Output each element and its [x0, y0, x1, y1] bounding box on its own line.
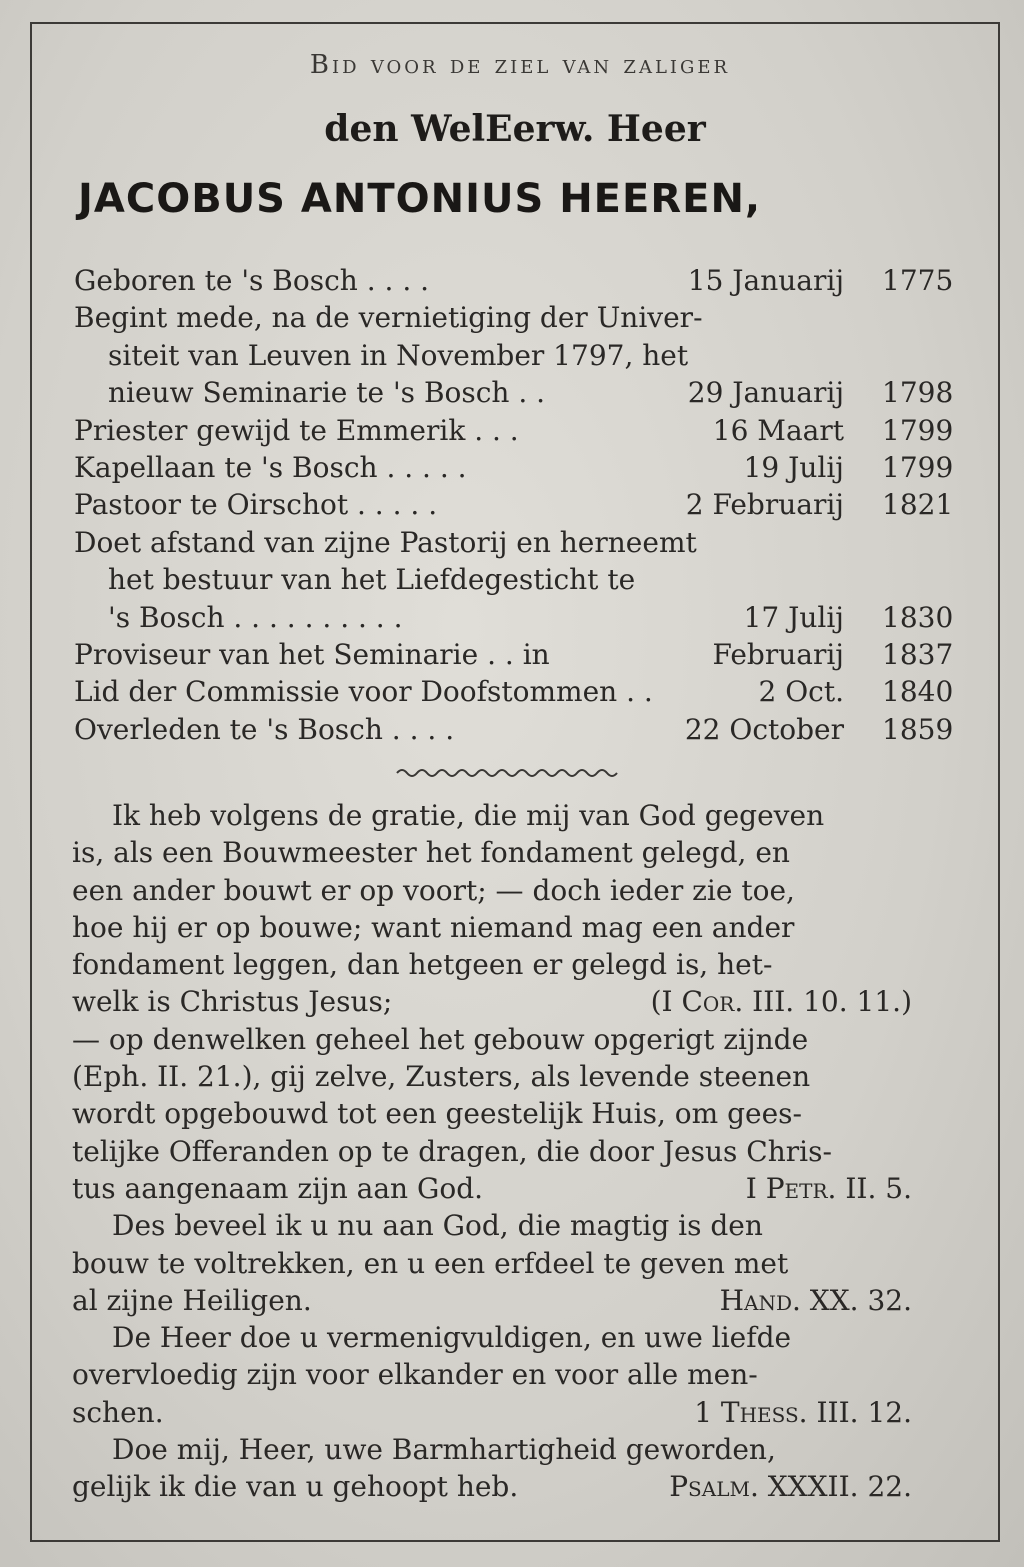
event-label: Pastoor te Oirschot . . . . .	[74, 488, 438, 522]
scripture-reference: I Petr. II. 5.	[745, 1171, 912, 1205]
verse-text: Des beveel ik u nu aan God, die magtig is den	[112, 1209, 763, 1243]
event-date: 19 Julij	[743, 450, 844, 484]
biography-row	[74, 337, 964, 374]
biography-row	[74, 524, 964, 561]
verse-text: is, als een Bouwmeester het fondament gelegd, en	[72, 836, 790, 870]
verse-line	[72, 1468, 952, 1505]
event-year: 1799	[882, 413, 954, 447]
biography-row	[74, 299, 964, 336]
ornament-divider	[395, 765, 625, 781]
event-label: Kapellaan te 's Bosch . . . . .	[74, 450, 467, 484]
verse-line	[72, 1207, 952, 1244]
event-year: 1775	[882, 264, 954, 297]
verse-text: fondament leggen, dan hetgeen er gelegd is, het-	[72, 948, 773, 982]
biography-row	[74, 711, 964, 748]
scripture-reference: Hand. XX. 32.	[719, 1283, 912, 1317]
event-label: nieuw Seminarie te 's Bosch . .	[108, 376, 546, 410]
verse-text: gelijk ik die van u gehoopt heb.	[72, 1470, 519, 1504]
event-label: het bestuur van het Liefdegesticht te	[108, 563, 636, 597]
scripture-reference: (I Cor. III. 10. 11.)	[650, 985, 912, 1019]
event-year: 1830	[882, 600, 954, 634]
event-year: 1821	[882, 488, 954, 522]
verse-line	[72, 1319, 952, 1356]
prayer-heading: Bid voor de ziel van zaliger	[309, 50, 731, 80]
event-date: 2 Oct.	[758, 675, 844, 709]
verse-line	[72, 909, 952, 946]
verse-text: overvloedig zijn voor elkander en voor alle men-	[72, 1358, 758, 1392]
biography-row	[74, 561, 964, 598]
verse-line	[72, 1170, 952, 1207]
event-label: Geboren te 's Bosch . . . .	[74, 264, 430, 297]
event-date: 16 Maart	[712, 413, 844, 447]
verse-line	[72, 983, 952, 1020]
biography-row	[74, 636, 964, 673]
event-year: 1798	[882, 376, 954, 410]
event-year: 1859	[882, 712, 954, 746]
event-label: Priester gewijd te Emmerik . . .	[74, 413, 519, 447]
biography-row	[74, 449, 964, 486]
verse-line	[72, 1282, 952, 1319]
event-label: Lid der Commissie voor Doofstommen . .	[74, 675, 653, 709]
event-date: 17 Julij	[743, 600, 844, 634]
verse-text: Doe mij, Heer, uwe Barmhartigheid geworden,	[112, 1433, 776, 1467]
verse-line	[72, 946, 952, 983]
biography-list	[74, 262, 964, 748]
verse-text: — op denwelken geheel het gebouw opgerigt zijnde	[72, 1022, 809, 1056]
scripture-reference: 1 Thess. III. 12.	[694, 1395, 912, 1429]
verse-line	[72, 1245, 952, 1282]
event-label: Doet afstand van zijne Pastorij en herneemt	[74, 525, 697, 559]
scripture-reference: Psalm. XXXII. 22.	[669, 1470, 912, 1504]
verse-text: Ik heb volgens de gratie, die mij van God gegeven	[112, 799, 825, 832]
event-label: Proviseur van het Seminarie . . in	[74, 637, 550, 671]
verse-text: bouw te voltrekken, en u een erfdeel te geven met	[72, 1246, 789, 1280]
verse-line	[72, 1058, 952, 1095]
biography-row	[74, 412, 964, 449]
verse-line	[72, 1133, 952, 1170]
verse-text: welk is Christus Jesus;	[72, 985, 393, 1019]
event-year: 1799	[882, 450, 954, 484]
biography-row	[74, 486, 964, 523]
verse-text: De Heer doe u vermenigvuldigen, en uwe liefde	[112, 1321, 792, 1355]
biography-row	[74, 673, 964, 710]
event-label: Begint mede, na de vernietiging der Univer-	[74, 301, 703, 335]
verse-line	[72, 1356, 952, 1393]
verse-text: een ander bouwt er op voort; — doch ieder zie toe,	[72, 873, 795, 907]
verse-line	[72, 834, 952, 871]
honorific-heading: den WelEerw. Heer	[324, 108, 706, 150]
verse-text: (Eph. II. 21.), gij zelve, Zusters, als levende steenen	[72, 1060, 811, 1094]
biography-row	[74, 599, 964, 636]
verse-line	[72, 1394, 952, 1431]
verse-text: tus aangenaam zijn aan God.	[72, 1171, 484, 1205]
event-date: 29 Januarij	[687, 376, 844, 410]
verse-line	[72, 1095, 952, 1132]
event-date: 22 October	[684, 712, 844, 746]
event-year: 1837	[882, 637, 954, 671]
verse-line	[72, 1431, 952, 1468]
verse-text: schen.	[72, 1395, 164, 1429]
verse-line	[72, 1021, 952, 1058]
verse-text: al zijne Heiligen.	[72, 1283, 312, 1317]
verse-line	[72, 797, 952, 834]
biography-row	[74, 262, 964, 299]
event-label: 's Bosch . . . . . . . . . .	[108, 600, 403, 634]
biography-row	[74, 374, 964, 411]
verse-text: wordt opgebouwd tot een geestelijk Huis, om gees-	[72, 1097, 802, 1131]
verse-line	[72, 872, 952, 909]
event-year: 1840	[882, 675, 954, 709]
deceased-name: JACOBUS ANTONIUS HEEREN,	[78, 176, 762, 222]
event-label: Overleden te 's Bosch . . . .	[74, 712, 455, 746]
event-label: siteit van Leuven in November 1797, het	[108, 338, 689, 372]
scripture-text	[72, 797, 952, 1506]
event-date: Februarij	[712, 637, 844, 671]
verse-text: hoe hij er op bouwe; want niemand mag een ander	[72, 910, 795, 944]
verse-text: telijke Offeranden op te dragen, die door Jesus Chris-	[72, 1134, 832, 1168]
event-date: 15 Januarij	[687, 264, 844, 297]
event-date: 2 Februarij	[685, 488, 844, 522]
